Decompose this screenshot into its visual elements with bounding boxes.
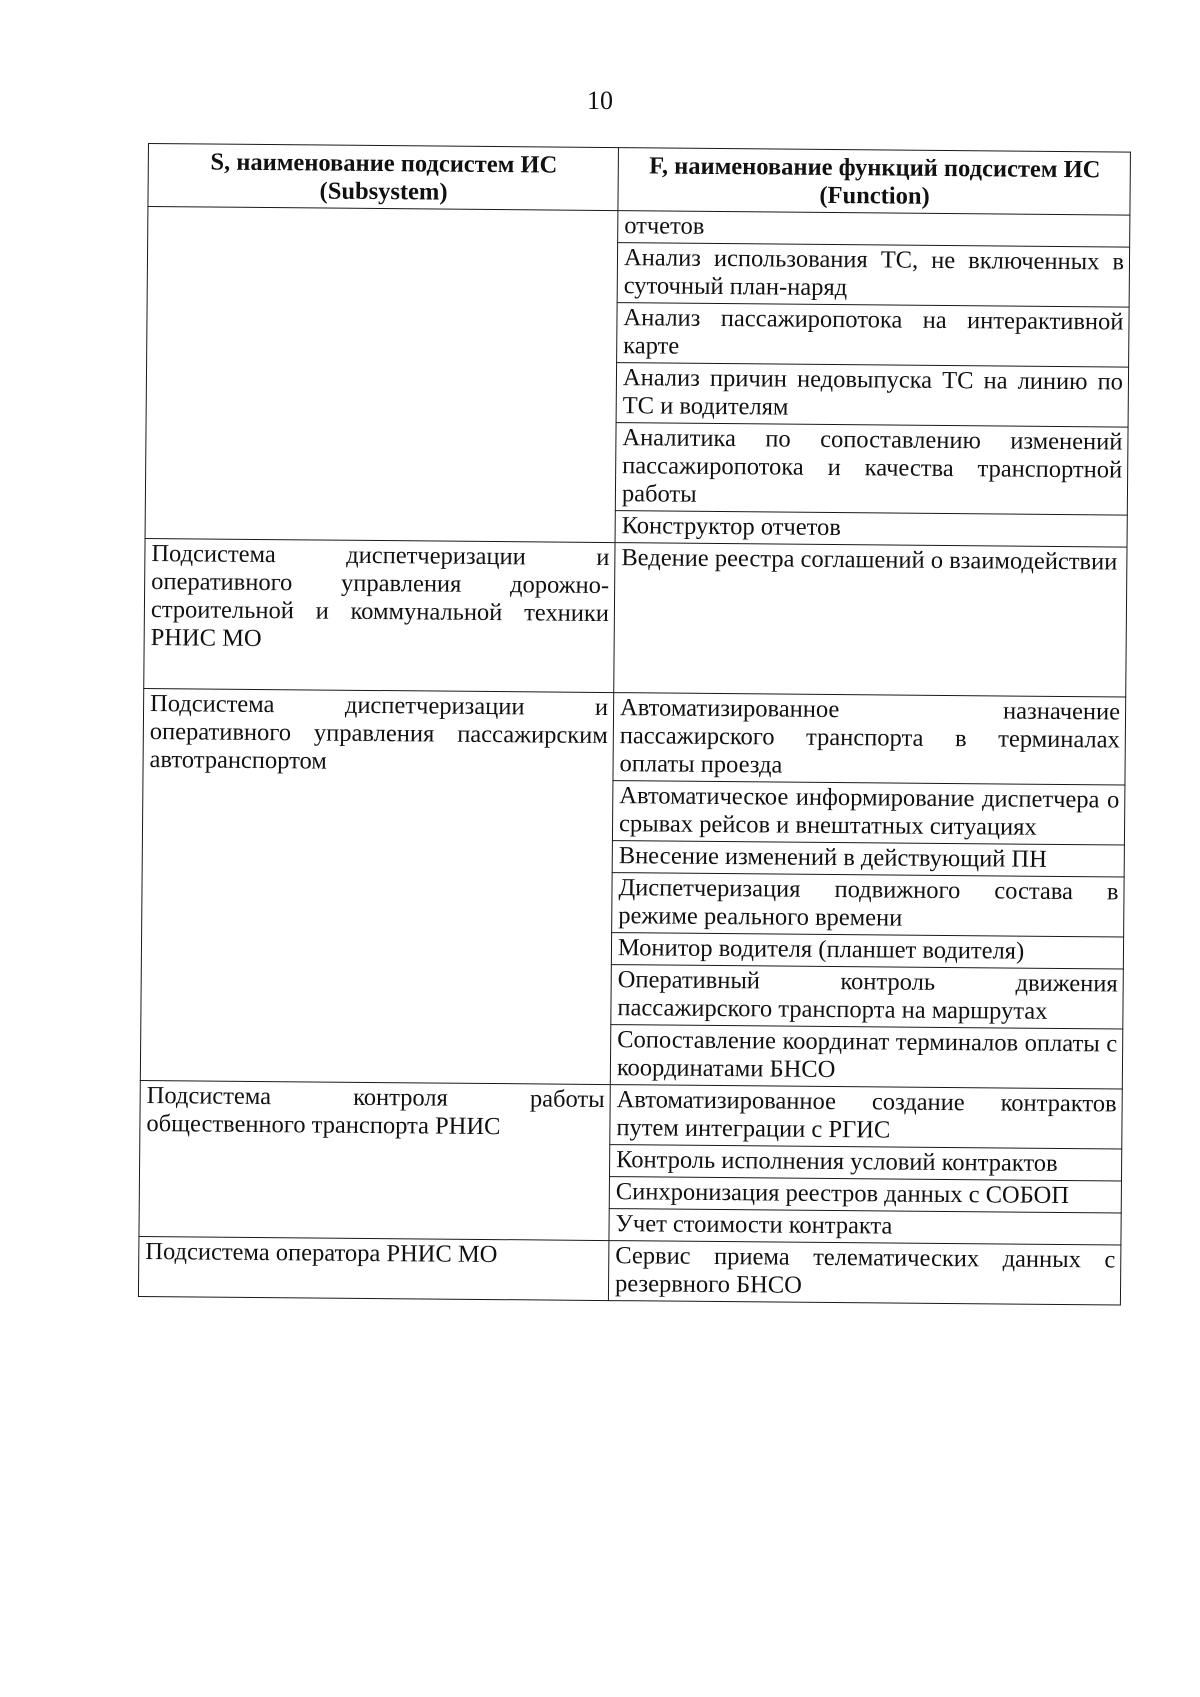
table-row xyxy=(138,1236,1120,1305)
function-cell: Конструктор отчетов xyxy=(615,511,1127,547)
table-row xyxy=(143,688,1126,785)
page-number: 10 xyxy=(587,86,613,115)
header-function: F, наименование функций подсистем ИС (Function) xyxy=(618,148,1131,215)
function-cell: Аналитика по сопоставлению изменений пассажиропотока и качества транспортной работы xyxy=(615,423,1128,515)
function-cell: Анализ пассажиропотока на интерактивной карте xyxy=(617,303,1130,367)
subsystem-function-table xyxy=(138,143,1131,1306)
function-cell: Диспетчеризация подвижного состава в режиме реального времени xyxy=(612,873,1125,937)
subsystem-cell: Подсистема диспетчеризации и оперативного управления пассажирским автотранспортом xyxy=(140,688,613,1084)
function-cell: Контроль исполнения условий контрактов xyxy=(609,1145,1121,1181)
table-row xyxy=(140,1080,1122,1149)
subsystem-cell: Подсистема контроля работы общественного транспорта РНИС xyxy=(139,1080,610,1240)
function-cell: Оперативный контроль движения пассажирского транспорта на маршрутах xyxy=(611,965,1124,1029)
function-cell: Учет стоимости контракта xyxy=(609,1209,1121,1245)
function-cell: Сервис приема телематических данных с резервного БНСО xyxy=(608,1241,1121,1305)
subsystem-cell: Подсистема диспетчеризации и оперативного управления дорожно-строительной и коммунальной техники РНИС МО xyxy=(144,538,615,692)
function-cell: отчетов xyxy=(618,211,1130,247)
table-header-row xyxy=(148,144,1131,216)
function-cell: Автоматическое информирование диспетчера о срывах рейсов и внештатных ситуациях xyxy=(612,781,1125,845)
function-cell: Монитор водителя (планшет водителя) xyxy=(611,933,1123,969)
subsystem-cell: Подсистема оператора РНИС МО xyxy=(138,1236,609,1300)
function-cell: Анализ использования ТС, не включенных в суточный план-наряд xyxy=(617,243,1130,307)
function-cell: Автоматизированное назначение пассажирского транспорта в терминалах оплаты проезда xyxy=(613,693,1126,785)
function-cell: Анализ причин недовыпуска ТС на линию по ТС и водителям xyxy=(616,363,1129,427)
function-cell: Сопоставление координат терминалов оплаты с координатами БНСО xyxy=(610,1025,1123,1089)
header-subsystem: S, наименование подсистем ИС (Subsystem) xyxy=(148,144,619,211)
function-cell: Ведение реестра соглашений о взаимодействии xyxy=(614,543,1127,697)
subsystem-cell xyxy=(145,207,618,543)
function-cell: Синхронизация реестров данных с СОБОП xyxy=(609,1177,1121,1213)
function-cell: Автоматизированное создание контрактов путем интеграции с РГИС xyxy=(610,1085,1123,1149)
function-cell: Внесение изменений в действующий ПН xyxy=(612,841,1124,877)
table-row xyxy=(144,538,1127,697)
